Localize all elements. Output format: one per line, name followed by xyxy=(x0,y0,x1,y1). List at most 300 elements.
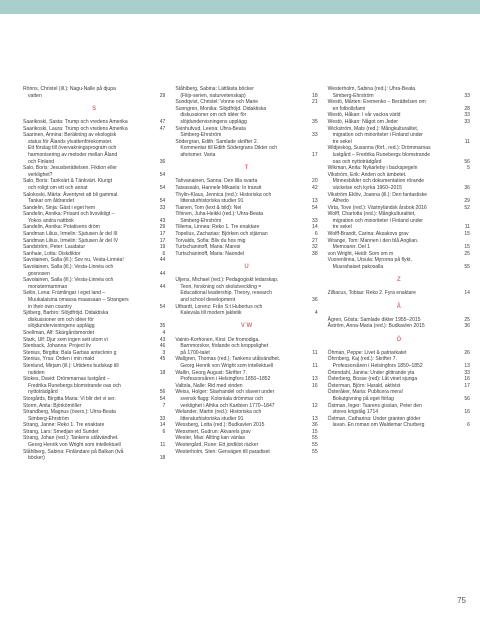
entry-text xyxy=(23,422,160,429)
index-entry xyxy=(23,435,165,448)
entry-page-number: 4 xyxy=(314,310,318,317)
entry-line: Ståhlberg, Sabina: Finländare på Balkan (två xyxy=(23,448,124,455)
index-entry xyxy=(23,211,165,224)
entry-line: Tillema, Linnea: Reko 1. Tre enaktare xyxy=(175,224,260,231)
index-entry xyxy=(23,356,165,363)
entry-text xyxy=(175,178,312,185)
entry-text xyxy=(23,205,160,212)
entry-text xyxy=(175,442,312,449)
entry-text xyxy=(175,99,312,106)
index-entry xyxy=(23,192,165,205)
entry-line: Turtschaninoff, Maria: Maresi xyxy=(175,244,241,251)
entry-line: nutiden xyxy=(28,369,45,376)
index-entry xyxy=(328,99,470,112)
entry-text xyxy=(23,264,160,277)
index-entry xyxy=(328,416,470,429)
entry-line: Åström, Anna-Maria (red.): Budkavlen 2015 xyxy=(327,323,425,330)
entry-line: slöjdundervisningens upplägg xyxy=(180,118,247,125)
index-entry xyxy=(328,403,470,416)
entry-line: Stenback, Johanna: Project liv xyxy=(23,343,91,350)
entry-line: Thylin-Klaus, Jennica (red.): Historiska och xyxy=(175,191,272,198)
entry-text xyxy=(328,323,465,330)
index-entry xyxy=(175,178,317,185)
entry-page-number: 14 xyxy=(312,224,318,231)
entry-line: Wikman, Anita: Nykarleby i backspegeln xyxy=(327,165,418,172)
section-letter: S xyxy=(92,105,97,112)
entry-line: oas och nyttoträdgård xyxy=(332,158,382,165)
index-entry xyxy=(328,86,470,99)
entry-line: svensk flagg: Koloniala drömmar och xyxy=(180,395,264,402)
entry-line: Stenius, Birgitta: Bala Garbas antecknin g xyxy=(23,349,117,356)
entry-text xyxy=(23,277,160,290)
entry-page-number: 43 xyxy=(159,217,166,224)
entry-line: gosnosen xyxy=(28,270,50,277)
index-entry xyxy=(23,363,165,376)
entry-page-number: 16 xyxy=(464,409,470,416)
entry-text xyxy=(23,231,160,238)
entry-page-number: 25 xyxy=(464,250,470,257)
entry-line: Wallin, Georg August: Skrifter 7. xyxy=(175,369,247,376)
entry-page-number: 13 xyxy=(312,198,318,205)
entry-page-number: 26 xyxy=(464,349,470,356)
entry-page-number: 21 xyxy=(312,99,318,106)
entry-page-number: 6 xyxy=(314,231,318,238)
entry-page-number: 12 xyxy=(312,402,318,409)
index-entry xyxy=(23,277,165,290)
entry-line: Snellman, Alf: Skärgårdsmordet xyxy=(23,329,94,336)
entry-page-number: 25 xyxy=(464,316,470,323)
entry-line: von Wright, Heidi: Som om m xyxy=(327,250,394,257)
entry-line: Sandelin, Annika: Potatisens dröm xyxy=(23,224,100,231)
top-color-band xyxy=(0,0,480,14)
index-entry xyxy=(328,238,470,251)
entry-line: Savolainen, Salla (ill.): Vesta-Linnéa och xyxy=(23,264,114,271)
index-entry xyxy=(175,139,317,159)
entry-text xyxy=(23,119,160,126)
entry-text xyxy=(23,330,163,337)
index-entry xyxy=(175,238,317,245)
entry-line: Simberg-Ehrström xyxy=(332,92,374,99)
entry-line: slöjdundervisningens upplägg xyxy=(28,323,95,330)
entry-text xyxy=(328,290,465,297)
entry-page-number: 45 xyxy=(159,356,166,363)
entry-page-number: 56 xyxy=(464,158,470,165)
entry-page-number: 55 xyxy=(312,448,318,455)
entry-text xyxy=(328,238,465,251)
entry-page-number: 36 xyxy=(312,297,318,303)
entry-page-number: 14 xyxy=(464,290,470,297)
entry-page-number: 13 xyxy=(312,415,318,422)
index-entry xyxy=(23,310,165,330)
entry-text xyxy=(23,376,160,396)
entry-line: Georg Henrik von Wright som intellektuell xyxy=(180,362,274,369)
index-entry xyxy=(175,251,317,258)
entry-line: Ett förslag till övervakningsprogram och xyxy=(28,145,117,152)
entry-line: tre sekel xyxy=(332,224,352,231)
entry-text xyxy=(175,449,312,456)
index-entry xyxy=(23,350,165,357)
entry-text xyxy=(175,277,312,303)
entry-line: Salo, Boris: Jesusberättelsen. Fiktion eller xyxy=(23,165,117,172)
entry-text xyxy=(23,238,160,245)
index-entry xyxy=(175,86,317,99)
entry-text xyxy=(175,422,312,429)
entry-line: Topelius, Zacharias: Björken och stjärnan xyxy=(175,231,268,238)
index-entry xyxy=(23,330,165,337)
section-letter: Z xyxy=(396,277,401,284)
entry-line: Salokoski, Märta: Äventyret att bli gammal. xyxy=(23,191,119,198)
entry-page-number: 18 xyxy=(159,369,166,376)
index-entry xyxy=(328,211,470,231)
index-entry xyxy=(328,192,470,205)
entry-line: Teori, forskning och skolutveckling = xyxy=(180,283,262,290)
entry-line: Minnesbilder och dokumentation rörande xyxy=(332,178,425,185)
entry-page-number: 15 xyxy=(312,428,318,435)
entry-text xyxy=(328,257,465,270)
entry-line: Zilliacus, Tobias: Reko 2. Fyra enaktare xyxy=(327,290,416,297)
entry-text xyxy=(175,185,312,192)
index-entry xyxy=(23,231,165,238)
entry-line: stores krigståg 1714 xyxy=(332,409,379,416)
index-entry xyxy=(328,290,470,297)
entry-text xyxy=(23,192,160,205)
entry-line: Österman, Björn: Harald, aktivist xyxy=(327,382,401,389)
entry-line: migration och minoriteter i Finland under xyxy=(332,217,423,224)
entry-text xyxy=(23,251,163,258)
entry-line: Tankar om åldrandet xyxy=(28,198,75,205)
entry-text xyxy=(328,403,465,416)
entry-line: Strang, Johan (red.): Tankens utåtvändhet. xyxy=(23,435,119,442)
index-entry xyxy=(328,231,470,238)
entry-text xyxy=(175,231,315,238)
entry-page-number: 54 xyxy=(159,184,166,191)
index-entry xyxy=(328,119,470,126)
entry-line: migration och minoriteter i Finland under xyxy=(332,132,423,139)
entry-line: Vikström, Erik: Anden och ämbetet. xyxy=(327,171,407,178)
entry-page-number: 33 xyxy=(464,118,470,125)
entry-page-number: 17 xyxy=(312,151,318,158)
entry-page-number: 33 xyxy=(464,92,470,99)
index-entry xyxy=(328,356,470,369)
entry-line: Vainio-Korhonen, Kirsi: De fromodiga. xyxy=(175,336,260,343)
index-entry xyxy=(23,86,165,99)
entry-page-number: 14 xyxy=(159,422,166,429)
entry-line: lavan. En roman om Waldemar Churberg xyxy=(332,422,425,429)
index-entry xyxy=(23,257,165,264)
entry-page-number: 7 xyxy=(162,402,166,409)
entry-line: Sanhaie, Lotta: Diskdiktor xyxy=(23,250,81,257)
section-letter: T xyxy=(244,165,249,172)
entry-line: Wolff, Charlotta (red.): Mångkulturalitet, xyxy=(327,211,416,218)
entry-line: Wrange, Tom: Mannen i den blå Anglian. xyxy=(327,237,419,244)
entry-text xyxy=(23,310,160,330)
entry-text xyxy=(328,119,465,126)
entry-line: Wolff-Brandt, Carina: Aksakovs grav xyxy=(327,231,409,238)
index-entry xyxy=(328,145,470,165)
index-columns xyxy=(23,86,470,462)
entry-page-number: 47 xyxy=(159,125,166,132)
entry-line: Svinhufvud, Leena: Uhra-Beata xyxy=(175,125,246,132)
entry-text xyxy=(23,343,160,350)
entry-text xyxy=(175,224,312,231)
entry-line: monstermamman xyxy=(28,283,68,290)
entry-line: aforismer. Varia xyxy=(180,151,216,158)
entry-text xyxy=(23,356,160,363)
entry-line: Vikström Eklöv, Joanna (ill.): Den fantastiske xyxy=(327,191,428,198)
entry-page-number: 35 xyxy=(159,323,166,330)
entry-text xyxy=(328,145,465,165)
entry-text xyxy=(23,449,160,462)
entry-page-number: 16 xyxy=(464,376,470,383)
entry-line: and school development xyxy=(180,297,236,303)
entry-line: Memoarer. Del 1 xyxy=(332,244,370,251)
section-letter: Ö xyxy=(396,336,402,343)
entry-text xyxy=(175,337,312,357)
index-entry xyxy=(23,238,165,245)
index-entry xyxy=(175,356,317,369)
entry-page-number: 33 xyxy=(312,132,318,139)
entry-page-number: 20 xyxy=(312,178,318,185)
entry-page-number: 28 xyxy=(464,105,470,112)
entry-line: Stark, Ulf: Djur som ingen sett utom vi xyxy=(23,336,108,343)
entry-page-number: 46 xyxy=(159,343,166,350)
entry-page-number: 35 xyxy=(312,118,318,125)
entry-text xyxy=(175,86,312,99)
index-column-1 xyxy=(23,86,165,462)
entry-page-number: 44 xyxy=(159,257,166,264)
entry-page-number: 32 xyxy=(312,244,318,251)
entry-text xyxy=(175,409,312,422)
entry-line: Saarikoski, Sasta: Trump och vredens Amerika xyxy=(23,118,128,125)
entry-line: Seilin, Lena: Främlingar i eget land – xyxy=(23,290,106,297)
index-entry xyxy=(175,205,317,212)
entry-line: Westö, Håkan: I vår vackra värld xyxy=(327,112,401,119)
entry-text xyxy=(23,363,160,376)
entry-line: Storm, Anita: Björkömöller xyxy=(23,402,82,409)
entry-page-number: 11 xyxy=(464,224,470,231)
entry-text xyxy=(23,86,160,99)
entry-page-number: 54 xyxy=(159,198,166,205)
index-entry xyxy=(175,449,317,456)
entry-line: Wallgren, Thomas (red.): Tankens utåtvändhet. xyxy=(175,356,281,363)
index-entry xyxy=(175,409,317,422)
entry-text xyxy=(328,99,465,112)
entry-line: Turtschaninoff, Maria: Naondel xyxy=(175,250,245,257)
entry-text xyxy=(175,244,312,251)
entry-page-number: 13 xyxy=(464,362,470,369)
entry-page-number: 11 xyxy=(160,442,166,449)
entry-text xyxy=(175,370,312,383)
entry-page-number: 42 xyxy=(312,184,318,191)
entry-line: Westö, Mårten: Eremenko – Berättelsen om xyxy=(327,99,426,106)
entry-page-number: 5 xyxy=(467,165,470,172)
entry-text xyxy=(328,376,465,383)
entry-line: Rönns, Christel (ill.): Nagu-Nalle på djupa xyxy=(23,86,116,92)
entry-line: Yokos andra nattbok xyxy=(28,217,74,224)
entry-line: Stenius, Yrsa: Orden i min makt xyxy=(23,356,95,363)
entry-text xyxy=(23,403,163,410)
entry-page-number: 27 xyxy=(312,237,318,244)
entry-page-number: 33 xyxy=(159,415,166,422)
entry-line: Storgårds, Birgitta Maria: Vi blir det vi ser. xyxy=(23,395,116,402)
entry-text xyxy=(175,205,312,212)
entry-page-number: 17 xyxy=(159,231,166,238)
entry-line: Saarinen, Annina: Beräkning av ekologisk xyxy=(23,132,117,139)
entry-line: Strandberg, Magnus (övers.): Ulrra-Beata xyxy=(23,409,116,416)
entry-line: Uthardt, Lorenz: Från S:t Hubertus och xyxy=(175,303,263,310)
entry-page-number: 36 xyxy=(464,184,470,191)
entry-line: Simberg-Ehrström xyxy=(180,132,222,139)
entry-line: Educational leadership. Theory, research xyxy=(180,290,272,297)
index-entry xyxy=(23,165,165,178)
entry-page-number: 11 xyxy=(312,362,318,369)
index-entry xyxy=(175,277,317,303)
entry-line: en fotbollsfami xyxy=(332,105,366,112)
entry-text xyxy=(328,112,465,119)
entry-line: Taivassalo, Hannele Mikaela: In transit xyxy=(175,184,262,191)
entry-page-number: 4 xyxy=(162,329,166,336)
index-entry xyxy=(23,178,165,191)
entry-page-number: 29 xyxy=(464,198,470,205)
index-entry xyxy=(328,323,470,330)
entry-text xyxy=(328,86,465,99)
entry-line: böcker) xyxy=(28,455,45,462)
entry-text xyxy=(175,126,312,139)
entry-page-number: 19 xyxy=(159,244,166,251)
entry-line: in their own country xyxy=(28,303,72,310)
entry-line: Öhman, Peppe: Livet & patriarkatet xyxy=(327,349,407,356)
entry-line: Professorsåren i Helsingfors 1850–1852 xyxy=(180,376,271,383)
index-entry xyxy=(175,126,317,139)
section-letter: V W xyxy=(240,323,253,330)
entry-line: Stenlund, Mirjam (ill.): Urtidens budskap till xyxy=(23,362,119,369)
entry-page-number: 33 xyxy=(464,369,470,376)
index-entry xyxy=(175,389,317,409)
entry-line: verklighet i Afrika och Karibien 1770–1847 xyxy=(180,402,275,409)
entry-line: lustgård – Fredrika Runebergs blomstrande xyxy=(332,151,430,158)
entry-line: Virta, Tove (red.): Västnyländsk årsbok 2016 xyxy=(327,204,427,211)
entry-line: Södergran, Edith: Samlade skrifter 2. xyxy=(175,138,259,145)
entry-text xyxy=(23,257,160,264)
entry-line: Saarikoski, Laura: Trump och vredens Amerika xyxy=(23,125,128,132)
index-entry xyxy=(175,211,317,224)
index-entry xyxy=(23,409,165,422)
index-entry xyxy=(328,389,470,402)
entry-line: Strang, Lars: Smedjan vid Sundet xyxy=(23,428,99,435)
entry-page-number: 29 xyxy=(159,92,166,99)
index-entry xyxy=(23,290,165,310)
entry-page-number: 36 xyxy=(312,422,318,429)
entry-text xyxy=(175,211,312,224)
entry-text xyxy=(175,429,312,436)
entry-text xyxy=(23,132,160,165)
entry-line: Österberg, Bosse (red): Låt vinet sjunga xyxy=(327,376,418,383)
entry-page-number: 55 xyxy=(312,435,318,442)
index-entry xyxy=(175,442,317,449)
entry-page-number: 54 xyxy=(159,395,166,402)
entry-line: Simberg-Ehrström xyxy=(180,217,222,224)
index-entry xyxy=(23,251,165,258)
entry-line: Sandelin, Sinja: Gäst i eget hem xyxy=(23,204,96,211)
entry-text xyxy=(23,350,163,357)
entry-line: harmonisering av metoder mellan Åland xyxy=(28,151,118,158)
entry-text xyxy=(175,356,312,369)
entry-line: Tihinen, Juha-Heikki (red.): Uhra-Beata xyxy=(175,211,263,218)
entry-line: Vuorenlinna, Ursula: Myrorna på flykt. xyxy=(327,257,412,264)
entry-page-number: 44 xyxy=(159,283,166,290)
entry-line: Georg Henrik von Wright som intellektuell xyxy=(28,442,121,449)
entry-line: Westergård, Rune: Ett jordklot räcker xyxy=(175,442,259,449)
entry-line: väckelse och kyrka 1960–2015 xyxy=(332,184,402,191)
entry-line: Wessmert, Gudrun: Akvarels grav xyxy=(175,428,251,435)
index-entry xyxy=(175,192,317,205)
entry-text xyxy=(328,165,468,172)
entry-text xyxy=(328,172,465,192)
entry-line: Sandelin, Annika: Prisant och livsviktigt – xyxy=(23,211,115,218)
index-entry xyxy=(328,165,470,172)
entry-page-number: 47 xyxy=(159,118,166,125)
entry-line: Westö, Håkan: Något om Jeder xyxy=(327,118,398,125)
entry-line: litteraturhistoriska studier 91 xyxy=(180,198,244,205)
entry-page-number: 52 xyxy=(464,204,470,211)
entry-page-number: 55 xyxy=(464,264,470,271)
entry-line: Sundqvist, Christel: Vonne och Marie xyxy=(175,99,259,106)
entry-line: Östman, Catharina: Under granten glöder xyxy=(327,415,421,422)
entry-text xyxy=(175,304,315,317)
entry-page-number: 56 xyxy=(159,389,166,396)
index-entry xyxy=(175,99,317,106)
entry-line: Tahvanainen, Sanna: Den lilla svarta xyxy=(175,178,258,185)
entry-page-number: 33 xyxy=(464,112,470,119)
entry-text xyxy=(328,192,465,205)
entry-text xyxy=(328,416,468,429)
entry-line: Sandman Lilius, Irmelin: Sjutusen år del IV xyxy=(23,237,119,244)
entry-line: Sandström, Peter: Laudatur xyxy=(23,244,85,251)
index-entry xyxy=(175,231,317,238)
entry-line: Sjöberg, Barbro: Slöjdfröjd. Didaktiska xyxy=(23,310,109,317)
entry-line: Uljens, Michael (red.): Pedagogiskt ledarskap. xyxy=(175,277,279,284)
entry-line: nyttoträdgård xyxy=(28,389,58,396)
entry-text xyxy=(175,389,312,409)
entry-line: Savolainen, Salla (ill.): Sov nu, Vesta-Linnéa! xyxy=(23,257,124,264)
entry-page-number: 15 xyxy=(464,231,470,238)
entry-line: status för Ålands ytvattenförekomster. xyxy=(28,138,113,145)
entry-line: Sandman Lilius, Irmelin: Sjutusen år del III xyxy=(23,231,118,238)
entry-page-number: 6 xyxy=(162,428,166,435)
index-entry xyxy=(175,244,317,251)
entry-line: Muurahaiset pakosalla xyxy=(332,264,384,271)
section-letter: U xyxy=(244,264,249,271)
index-column-2 xyxy=(175,86,317,462)
entry-text xyxy=(23,211,160,224)
entry-text xyxy=(23,126,160,133)
entry-line: Strang, Janne: Reko 1. Tre enaktare xyxy=(23,422,105,429)
entry-page-number: 18 xyxy=(312,92,318,99)
entry-page-number: 36 xyxy=(464,323,470,330)
entry-text xyxy=(23,337,160,344)
entry-text xyxy=(328,389,465,402)
entry-line: Stokes, David: Drömmarnas lustgård – xyxy=(23,376,110,383)
entry-page-number: 17 xyxy=(159,237,166,244)
index-entry xyxy=(175,224,317,231)
entry-line: Savolainen, Salla (ill.): Vesta-Linnéa och xyxy=(23,277,114,284)
index-entry xyxy=(23,205,165,212)
entry-line: Öhrnberg, Kaj (red.): Skrifter 7. xyxy=(327,356,397,363)
entry-line: Ståhlberg, Sabina: Lättlästa böcker xyxy=(175,86,254,92)
entry-page-number: 36 xyxy=(159,158,166,165)
index-entry xyxy=(23,244,165,251)
entry-text xyxy=(23,244,160,251)
